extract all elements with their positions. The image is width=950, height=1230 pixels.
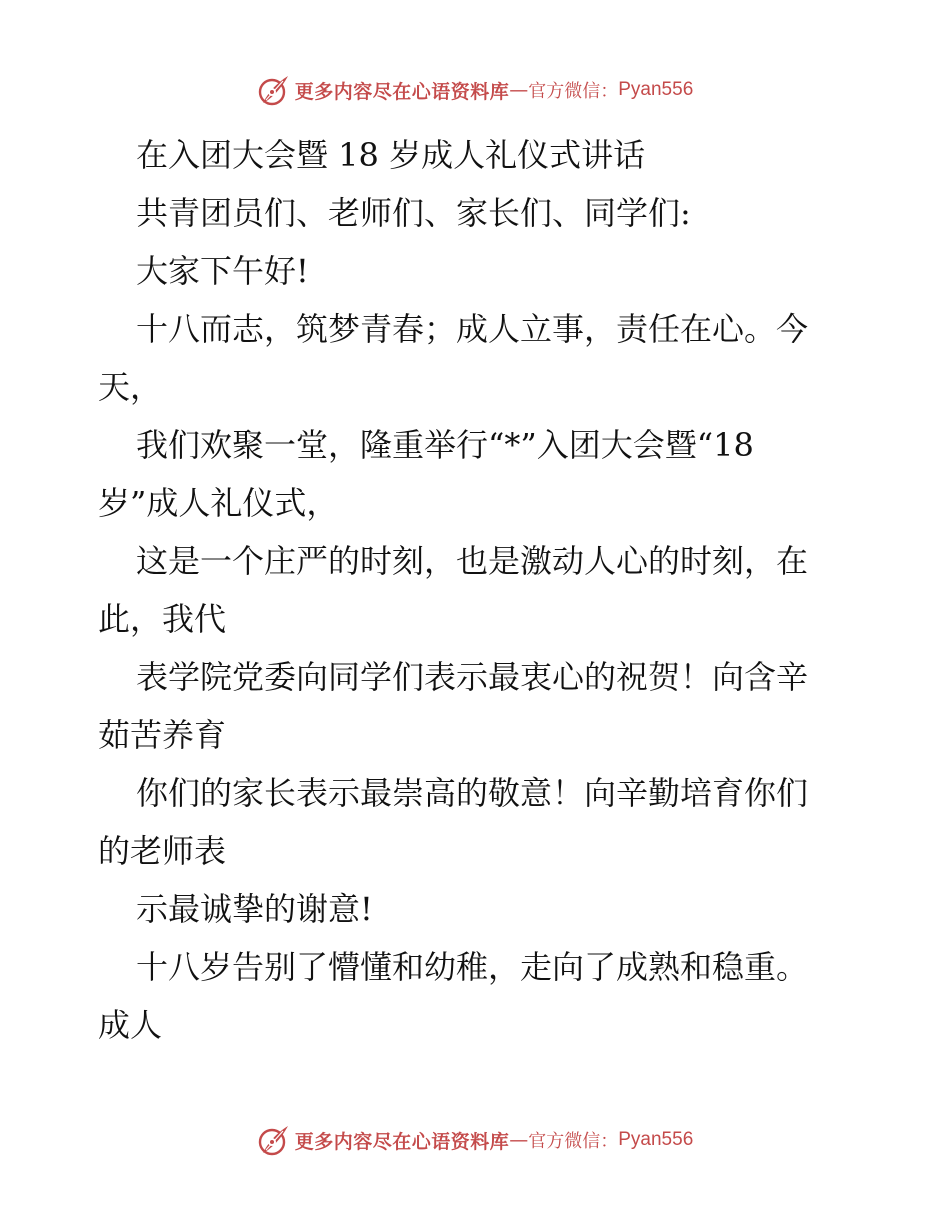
quill-pen-logo-icon [257, 1123, 291, 1157]
text-line: 的老师表 [98, 832, 227, 870]
text-line: 共青团员们、老师们、家长们、同学们: [136, 194, 691, 232]
quill-pen-logo-icon [257, 73, 291, 107]
text-line: 大家下午好! [136, 252, 309, 290]
header-banner [0, 70, 950, 110]
text-line: 岁”成人礼仪式， [98, 484, 339, 522]
banner-dash: — [509, 1129, 529, 1151]
text-line: 十八而志，筑梦青春；成人立事，责任在心。今 [136, 310, 809, 348]
banner-dash: — [509, 79, 529, 101]
banner-wechat-handle: Pyan556 [618, 79, 694, 100]
text-line: 天， [98, 368, 163, 406]
document-body [98, 126, 858, 1054]
banner-brand-text: 更多内容尽在心语资料库 [294, 80, 510, 103]
banner-wechat-label: 官方微信： [528, 1131, 619, 1152]
text-line: 示最诚挚的谢意! [136, 890, 373, 928]
banner-brand-text: 更多内容尽在心语资料库 [294, 1130, 510, 1153]
text-line: 成人 [98, 1006, 163, 1044]
text-line: 此，我代 [98, 600, 227, 638]
banner-wechat-label: 官方微信： [528, 81, 619, 102]
text-line: 十八岁告别了懵懂和幼稚，走向了成熟和稳重。 [136, 948, 809, 986]
text-line: 你们的家长表示最崇高的敬意！向辛勤培育你们 [136, 774, 809, 812]
text-line: 在入团大会暨 18 岁成人礼仪式讲话 [136, 136, 646, 174]
text-line: 这是一个庄严的时刻，也是激动人心的时刻，在 [136, 542, 809, 580]
text-line: 茹苦养育 [98, 716, 227, 754]
text-line: 表学院党委向同学们表示最衷心的祝贺！向含辛 [136, 658, 809, 696]
footer-banner [0, 1120, 950, 1160]
text-line: 我们欢聚一堂，隆重举行“*”入团大会暨“18 [136, 426, 754, 464]
banner-wechat-handle: Pyan556 [618, 1129, 694, 1150]
